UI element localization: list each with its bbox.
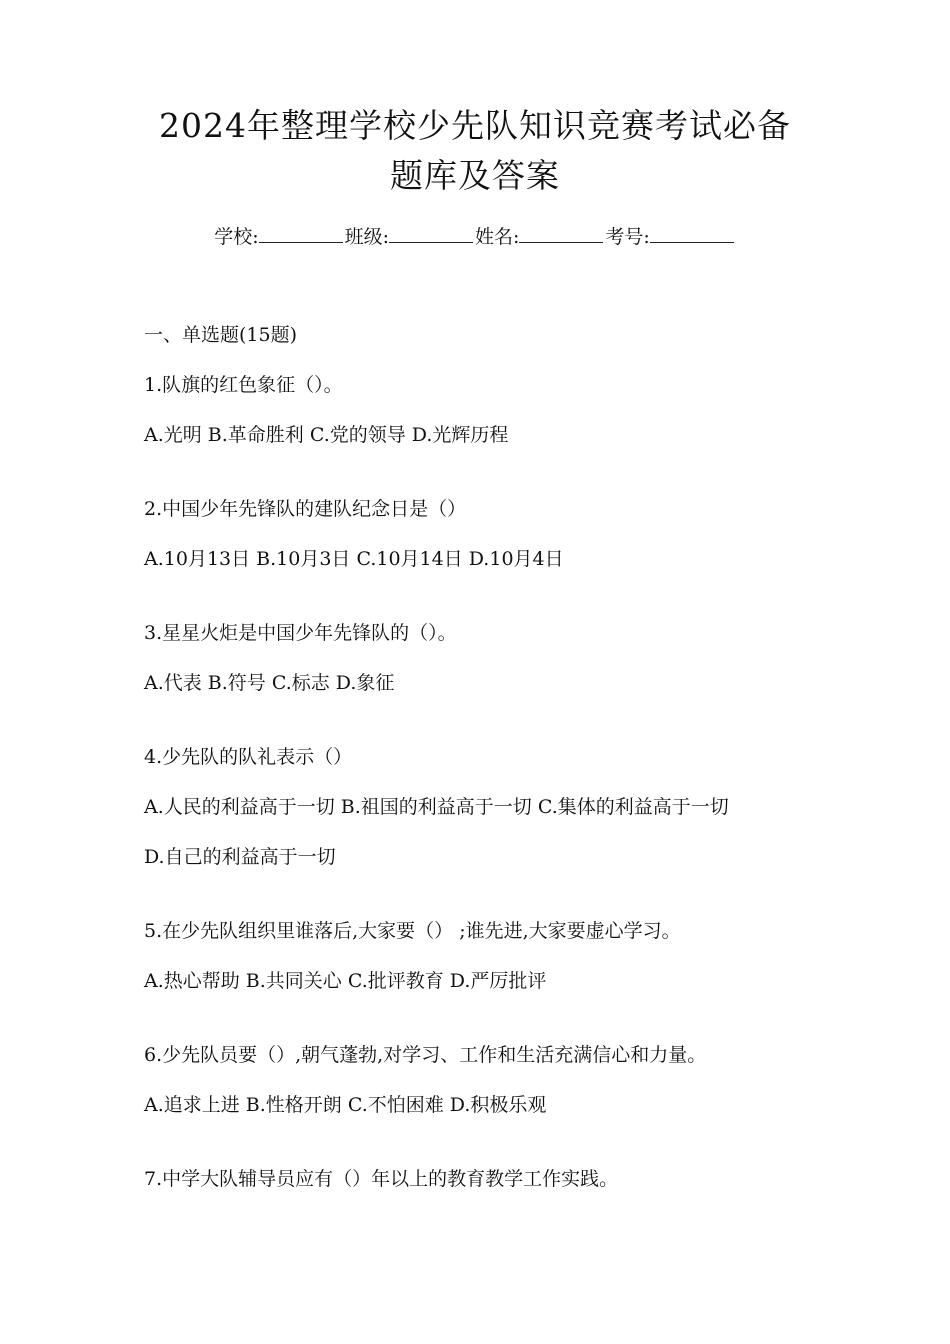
class-blank — [389, 224, 473, 243]
exam-no-label: 考号: — [605, 226, 650, 248]
question-options-continued: D.自己的利益高于一切 — [144, 846, 336, 868]
question-options: A.人民的利益高于一切 B.祖国的利益高于一切 C.集体的利益高于一切 — [144, 796, 729, 818]
question-stem: 1.队旗的红色象征（）。 — [144, 374, 343, 396]
question-stem: 2.中国少年先锋队的建队纪念日是（） — [144, 498, 467, 520]
question-stem: 6.少先队员要（）,朝气蓬勃,对学习、工作和生活充满信心和力量。 — [144, 1044, 707, 1066]
question-options: A.追求上进 B.性格开朗 C.不怕困难 D.积极乐观 — [144, 1094, 547, 1116]
doc-title-line2: 题库及答案 — [390, 156, 560, 195]
exam-no-blank — [650, 224, 734, 243]
school-label: 学校: — [214, 226, 259, 248]
question-options: A.代表 B.符号 C.标志 D.象征 — [144, 672, 395, 694]
name-blank — [519, 224, 603, 243]
doc-title-line1: 2024年整理学校少先队知识竞赛考试必备 — [159, 106, 791, 145]
section-heading: 一、单选题(15题) — [144, 324, 298, 346]
question-options: A.10月13日 B.10月3日 C.10月14日 D.10月4日 — [144, 548, 564, 570]
question-stem: 3.星星火炬是中国少年先锋队的（）。 — [144, 622, 457, 644]
school-blank — [259, 224, 343, 243]
question-stem: 7.中学大队辅导员应有（）年以上的教育教学工作实践。 — [144, 1168, 619, 1190]
question-stem: 4.少先队的队礼表示（） — [144, 746, 353, 768]
name-label: 姓名: — [475, 226, 520, 248]
question-options: A.热心帮助 B.共同关心 C.批评教育 D.严厉批评 — [144, 970, 547, 992]
class-label: 班级: — [344, 226, 389, 248]
question-stem: 5.在少先队组织里谁落后,大家要（） ;谁先进,大家要虚心学习。 — [144, 920, 681, 942]
student-info-row — [0, 224, 950, 250]
question-options: A.光明 B.革命胜利 C.党的领导 D.光辉历程 — [144, 424, 509, 446]
